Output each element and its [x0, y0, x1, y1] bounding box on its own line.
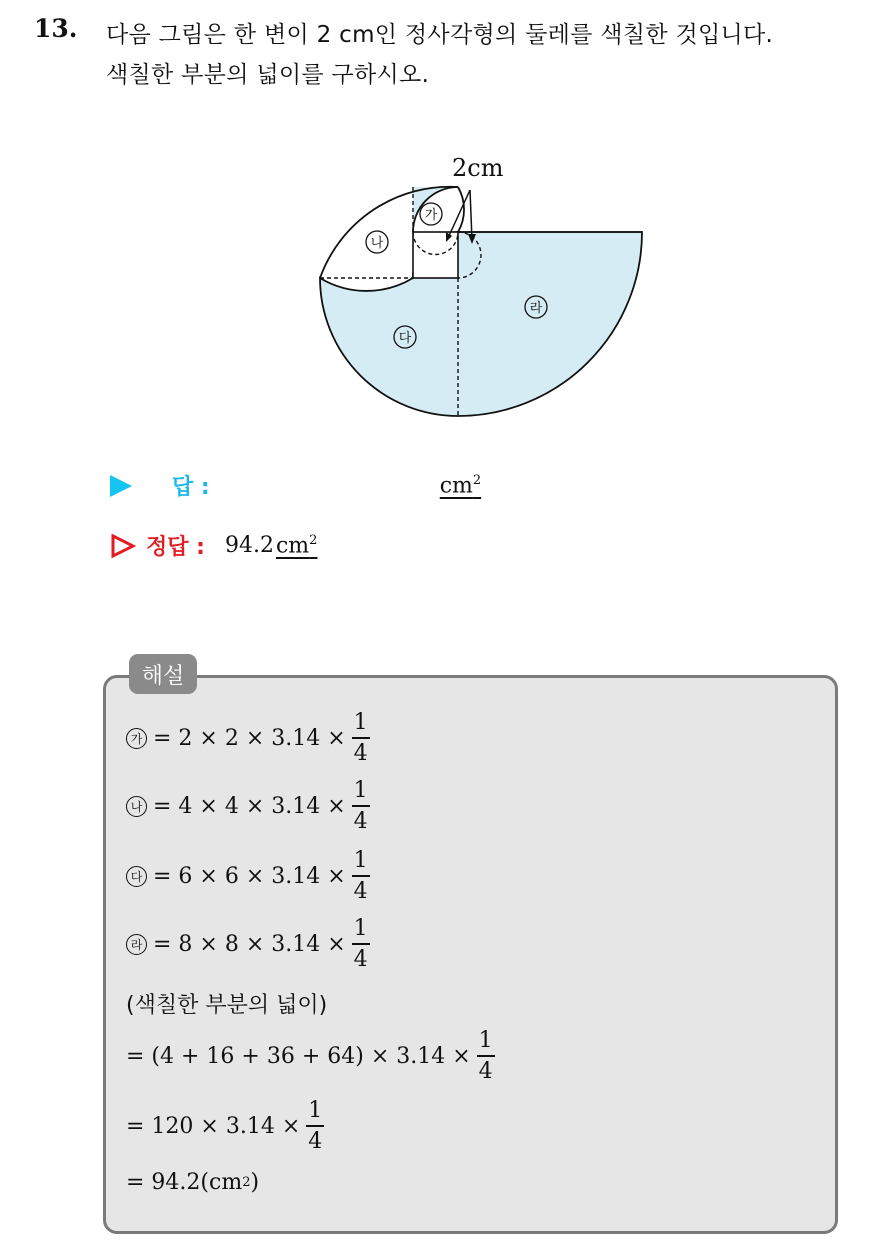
spiral-figure: [300, 150, 660, 430]
question-text-line1: 다음 그림은 한 변이 2 cm인 정사각형의 둘레를 색칠한 것입니다.: [106, 22, 774, 48]
label-na: 나: [370, 236, 384, 251]
circle-ga-icon: 가: [126, 728, 147, 749]
solution-tag: 해설: [129, 654, 197, 694]
answer-unit: $cm^2$: [439, 472, 482, 499]
solution-sum-line: = (4 + 16 + 36 + 64) × 3.14 × $\frac{1}{4}$: [126, 1028, 493, 1084]
correct-answer-unit: $cm^2$: [275, 532, 318, 559]
answer-blank-row: [110, 470, 481, 501]
solution-line-ga: 가 = 2 × 2 × 3.14 × $\frac{1}{4}$: [126, 712, 370, 765]
circle-da-icon: 다: [126, 866, 147, 887]
circle-na-icon: 나: [126, 796, 147, 817]
label-ra: 라: [529, 301, 543, 316]
correct-answer-value: 94.2: [224, 533, 274, 558]
play-arrow-icon: [110, 475, 132, 497]
answer-label: 답 :: [172, 475, 210, 500]
solution-text-line: (색칠한 부분의 넓이): [126, 993, 328, 1018]
dimension-label: 2cm: [452, 154, 504, 182]
solution-line-da: 다 = 6 × 6 × 3.14 × $\frac{1}{4}$: [126, 850, 370, 903]
shaded-region: [320, 232, 642, 416]
outline-arrow-icon: [110, 533, 136, 559]
solution-final-line: = 94.2( cm 2 ): [126, 1170, 260, 1195]
correct-answer-row: [110, 530, 317, 561]
question-text-line2: 색칠한 부분의 넓이를 구하시오.: [106, 62, 430, 88]
solution-line-na: 나 = 4 × 4 × 3.14 × $\frac{1}{4}$: [126, 780, 370, 833]
correct-answer-label: 정답 :: [146, 535, 205, 560]
label-da: 다: [398, 331, 412, 346]
solution-line-ra: 라 = 8 × 8 × 3.14 × $\frac{1}{4}$: [126, 918, 370, 971]
solution-calc-line: = 120 × 3.14 × $\frac{1}{4}$: [126, 1098, 323, 1154]
circle-ra-icon: 라: [126, 934, 147, 955]
question-number: 13.: [34, 14, 78, 43]
label-ga: 가: [424, 208, 438, 223]
